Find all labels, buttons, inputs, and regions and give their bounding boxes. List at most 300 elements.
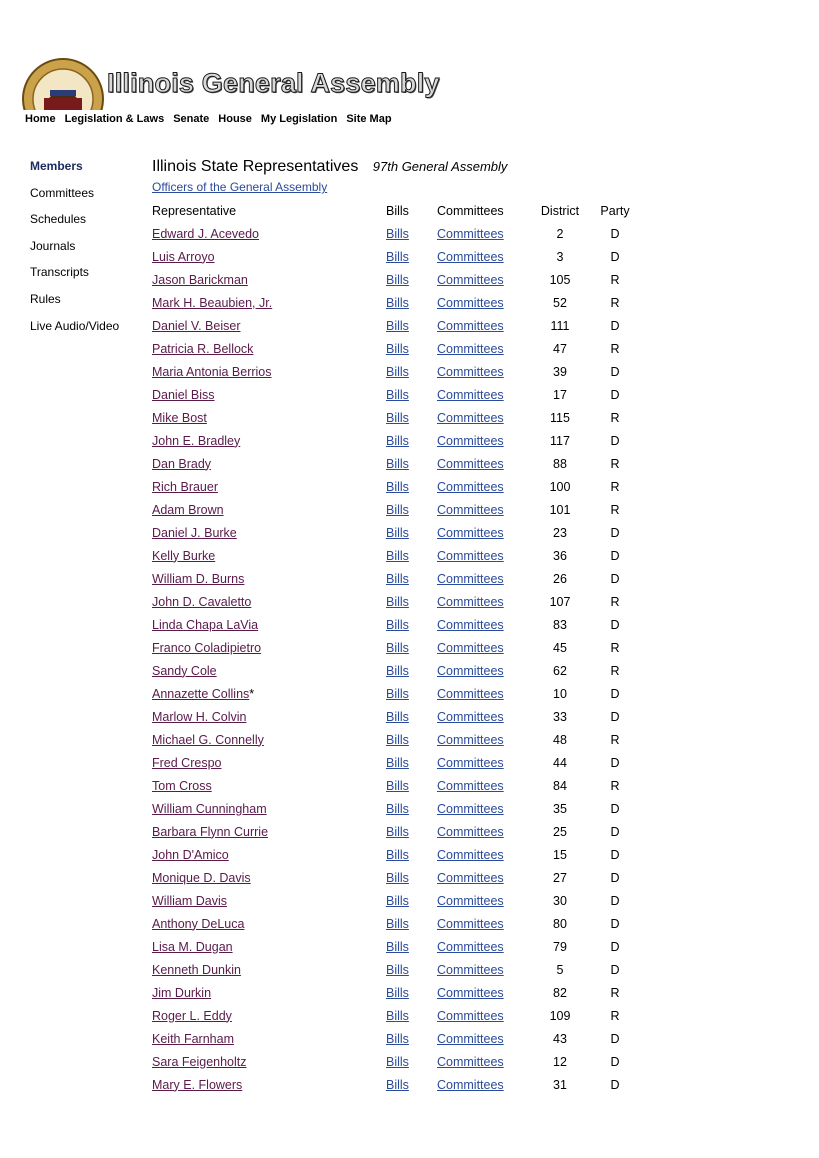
representative-link[interactable]: John D. Cavaletto — [152, 594, 252, 609]
bills-cell — [386, 1004, 437, 1027]
bills-cell — [386, 682, 437, 705]
nav-link-site-map[interactable]: Site Map — [346, 113, 392, 125]
committees-cell — [437, 636, 527, 659]
bills-link[interactable]: Bills — [386, 617, 409, 632]
bills-cell — [386, 1027, 437, 1050]
district-cell: 33 — [553, 709, 567, 724]
column-header-bills: Bills — [386, 204, 409, 218]
bills-cell — [386, 360, 437, 383]
representative-cell — [152, 866, 386, 889]
committees-link[interactable]: Committees — [437, 1077, 504, 1092]
representative-cell — [152, 521, 386, 544]
district-cell: 23 — [553, 525, 567, 540]
representative-link[interactable]: Tom Cross — [152, 778, 212, 793]
bills-link[interactable]: Bills — [386, 985, 409, 1000]
party-cell: D — [610, 433, 620, 448]
party-cell: D — [610, 824, 620, 839]
title-row — [152, 158, 652, 178]
committees-cell — [437, 360, 527, 383]
party-cell: R — [610, 272, 620, 287]
committees-link[interactable]: Committees — [437, 893, 504, 908]
district-cell: 107 — [549, 594, 571, 609]
representative-link[interactable]: Fred Crespo — [152, 755, 222, 770]
committees-link[interactable]: Committees — [437, 732, 504, 747]
bills-link[interactable]: Bills — [386, 525, 409, 540]
district-cell: 43 — [553, 1031, 567, 1046]
committees-link[interactable]: Committees — [437, 410, 504, 425]
committees-cell — [437, 889, 527, 912]
committees-link[interactable]: Committees — [437, 226, 504, 241]
representative-cell — [152, 958, 386, 981]
table-row — [152, 1050, 637, 1073]
bills-cell — [386, 268, 437, 291]
sidebar-item-members[interactable]: Members — [30, 159, 83, 173]
bills-link[interactable]: Bills — [386, 686, 409, 701]
bills-cell — [386, 705, 437, 728]
committees-link[interactable]: Committees — [437, 778, 504, 793]
committees-cell — [437, 567, 527, 590]
bills-link[interactable]: Bills — [386, 962, 409, 977]
bills-cell — [386, 406, 437, 429]
district-cell: 80 — [553, 916, 567, 931]
table-row — [152, 429, 637, 452]
table-row — [152, 222, 637, 245]
committees-link[interactable]: Committees — [437, 824, 504, 839]
committees-cell — [437, 797, 527, 820]
representative-link[interactable]: Annazette Collins — [152, 686, 250, 701]
sidebar-item-rules[interactable]: Rules — [30, 291, 61, 306]
committees-link[interactable]: Committees — [437, 985, 504, 1000]
representative-cell — [152, 544, 386, 567]
district-cell: 3 — [556, 249, 564, 264]
district-cell: 39 — [553, 364, 567, 379]
representative-cell — [152, 429, 386, 452]
committees-cell — [437, 705, 527, 728]
bills-cell — [386, 797, 437, 820]
committees-link[interactable]: Committees — [437, 847, 504, 862]
state-seal-icon[interactable] — [22, 58, 104, 110]
committees-cell — [437, 268, 527, 291]
district-cell: 48 — [553, 732, 567, 747]
sidebar-menu — [30, 157, 140, 343]
representative-link[interactable]: Daniel V. Beiser — [152, 318, 241, 333]
table-row — [152, 1004, 637, 1027]
committees-link[interactable]: Committees — [437, 571, 504, 586]
table-header-row — [152, 200, 637, 222]
bills-link[interactable]: Bills — [386, 1077, 409, 1092]
bills-link[interactable]: Bills — [386, 226, 409, 241]
sidebar-item-journals[interactable]: Journals — [30, 238, 76, 253]
district-cell: 100 — [549, 479, 571, 494]
representative-cell — [152, 406, 386, 429]
representative-link[interactable]: Sara Feigenholtz — [152, 1054, 247, 1069]
bills-link[interactable]: Bills — [386, 456, 409, 471]
representative-cell — [152, 728, 386, 751]
table-row — [152, 314, 637, 337]
representative-cell — [152, 245, 386, 268]
table-row — [152, 360, 637, 383]
bills-link[interactable]: Bills — [386, 847, 409, 862]
representative-cell — [152, 567, 386, 590]
representative-cell — [152, 360, 386, 383]
committees-link[interactable]: Committees — [437, 962, 504, 977]
representative-link[interactable]: Linda Chapa LaVia — [152, 617, 259, 632]
bills-cell — [386, 521, 437, 544]
district-cell: 117 — [550, 433, 570, 448]
district-cell: 35 — [553, 801, 567, 816]
representative-cell — [152, 659, 386, 682]
committees-link[interactable]: Committees — [437, 617, 504, 632]
column-header-party: Party — [600, 204, 630, 218]
representative-cell — [152, 935, 386, 958]
district-cell: 88 — [553, 456, 567, 471]
representative-link[interactable]: Jason Barickman — [152, 272, 248, 287]
committees-cell — [437, 659, 527, 682]
representative-link[interactable]: John E. Bradley — [152, 433, 241, 448]
representative-link[interactable]: Marlow H. Colvin — [152, 709, 247, 724]
table-row — [152, 682, 637, 705]
site-brand-title[interactable]: Illinois General Assembly — [107, 68, 440, 98]
representative-link[interactable]: Monique D. Davis — [152, 870, 251, 885]
bills-cell — [386, 337, 437, 360]
representative-link[interactable]: Jim Durkin — [152, 985, 212, 1000]
bills-cell — [386, 429, 437, 452]
sidebar-item-transcripts[interactable]: Transcripts — [30, 265, 89, 280]
committees-link[interactable]: Committees — [437, 502, 504, 517]
representative-link[interactable]: John D'Amico — [152, 847, 229, 862]
table-row — [152, 636, 637, 659]
table-row — [152, 912, 637, 935]
district-cell: 12 — [553, 1054, 567, 1069]
column-header-representative: Representative — [152, 204, 237, 218]
representative-link[interactable]: Roger L. Eddy — [152, 1008, 232, 1023]
party-cell: R — [610, 1008, 620, 1023]
bills-cell — [386, 659, 437, 682]
district-cell: 10 — [553, 686, 567, 701]
bills-link[interactable]: Bills — [386, 893, 409, 908]
district-cell: 52 — [553, 295, 567, 310]
bills-link[interactable]: Bills — [386, 341, 409, 356]
representative-cell — [152, 797, 386, 820]
bills-link[interactable]: Bills — [386, 663, 409, 678]
column-header-district: District — [540, 204, 580, 218]
bills-cell — [386, 590, 437, 613]
representative-link[interactable]: Kelly Burke — [152, 548, 216, 563]
representative-link[interactable]: Lisa M. Dugan — [152, 939, 233, 954]
representative-link[interactable]: Sandy Cole — [152, 663, 217, 678]
representative-cell — [152, 636, 386, 659]
representative-cell — [152, 843, 386, 866]
district-cell: 25 — [553, 824, 567, 839]
party-cell: D — [610, 318, 620, 333]
committees-link[interactable]: Committees — [437, 272, 504, 287]
committees-link[interactable]: Committees — [437, 640, 504, 655]
committees-link[interactable]: Committees — [437, 801, 504, 816]
representative-link[interactable]: Daniel Biss — [152, 387, 215, 402]
table-row — [152, 820, 637, 843]
bills-link[interactable]: Bills — [386, 295, 409, 310]
party-cell: R — [610, 456, 620, 471]
representative-link[interactable]: Kenneth Dunkin — [152, 962, 241, 977]
bills-link[interactable]: Bills — [386, 318, 409, 333]
committees-link[interactable]: Committees — [437, 318, 504, 333]
committees-cell — [437, 245, 527, 268]
representative-link[interactable]: William Cunningham — [152, 801, 267, 816]
table-row — [152, 521, 637, 544]
representative-cell — [152, 1004, 386, 1027]
bills-cell — [386, 1050, 437, 1073]
committees-cell — [437, 981, 527, 1004]
party-cell: D — [610, 1077, 620, 1092]
party-cell: D — [610, 1031, 620, 1046]
footnote-marker: * — [249, 686, 255, 701]
party-cell: D — [610, 548, 620, 563]
representative-link[interactable]: Rich Brauer — [152, 479, 218, 494]
committees-link[interactable]: Committees — [437, 1008, 504, 1023]
nav-link-legislation-laws[interactable]: Legislation & Laws — [64, 113, 165, 125]
bills-link[interactable]: Bills — [386, 640, 409, 655]
representative-link[interactable]: Dan Brady — [152, 456, 212, 471]
representative-link[interactable]: Barbara Flynn Currie — [152, 824, 269, 839]
bills-link[interactable]: Bills — [386, 433, 409, 448]
committees-link[interactable]: Committees — [437, 364, 504, 379]
bills-cell — [386, 222, 437, 245]
bills-cell — [386, 751, 437, 774]
representative-link[interactable]: Maria Antonia Berrios — [152, 364, 272, 379]
committees-link[interactable]: Committees — [437, 456, 504, 471]
representative-link[interactable]: Mary E. Flowers — [152, 1077, 243, 1092]
committees-link[interactable]: Committees — [437, 594, 504, 609]
representative-cell — [152, 981, 386, 1004]
party-cell: R — [610, 732, 620, 747]
bills-cell — [386, 452, 437, 475]
committees-link[interactable]: Committees — [437, 916, 504, 931]
district-cell: 111 — [550, 318, 570, 333]
table-row — [152, 613, 637, 636]
table-row — [152, 590, 637, 613]
district-cell: 83 — [553, 617, 567, 632]
site-header — [22, 58, 482, 110]
bills-cell — [386, 912, 437, 935]
representative-link[interactable]: Edward J. Acevedo — [152, 226, 260, 241]
committees-link[interactable]: Committees — [437, 939, 504, 954]
district-cell: 27 — [553, 870, 567, 885]
nav-link-house[interactable]: House — [218, 113, 252, 125]
nav-link-home[interactable]: Home — [25, 113, 56, 125]
bills-link[interactable]: Bills — [386, 272, 409, 287]
committees-link[interactable]: Committees — [437, 295, 504, 310]
bills-cell — [386, 613, 437, 636]
representative-cell — [152, 889, 386, 912]
bills-link[interactable]: Bills — [386, 548, 409, 563]
representatives-table — [152, 200, 637, 1096]
table-row — [152, 291, 637, 314]
party-cell: R — [610, 663, 620, 678]
district-cell: 26 — [553, 571, 567, 586]
party-cell: R — [610, 778, 620, 793]
bills-cell — [386, 843, 437, 866]
representative-link[interactable]: Adam Brown — [152, 502, 224, 517]
party-cell: D — [610, 755, 620, 770]
representative-cell — [152, 590, 386, 613]
table-row — [152, 797, 637, 820]
committees-cell — [437, 222, 527, 245]
representative-cell — [152, 1027, 386, 1050]
table-row — [152, 383, 637, 406]
district-cell: 115 — [550, 410, 570, 425]
table-row — [152, 544, 637, 567]
representative-cell — [152, 774, 386, 797]
representative-cell — [152, 820, 386, 843]
district-cell: 15 — [553, 847, 567, 862]
representative-cell — [152, 475, 386, 498]
committees-link[interactable]: Committees — [437, 249, 504, 264]
committees-cell — [437, 728, 527, 751]
party-cell: D — [610, 226, 620, 241]
committees-link[interactable]: Committees — [437, 870, 504, 885]
table-row — [152, 245, 637, 268]
district-cell: 36 — [553, 548, 567, 563]
committees-link[interactable]: Committees — [437, 548, 504, 563]
representative-link[interactable]: Luis Arroyo — [152, 249, 215, 264]
bills-link[interactable]: Bills — [386, 916, 409, 931]
bills-link[interactable]: Bills — [386, 502, 409, 517]
sidebar-item-schedules[interactable]: Schedules — [30, 212, 87, 227]
representative-cell — [152, 291, 386, 314]
bills-cell — [386, 935, 437, 958]
bills-cell — [386, 981, 437, 1004]
committees-link[interactable]: Committees — [437, 525, 504, 540]
bills-link[interactable]: Bills — [386, 778, 409, 793]
table-row — [152, 728, 637, 751]
district-cell: 47 — [553, 341, 567, 356]
representative-cell — [152, 383, 386, 406]
bills-link[interactable]: Bills — [386, 364, 409, 379]
bills-cell — [386, 498, 437, 521]
bills-link[interactable]: Bills — [386, 479, 409, 494]
representative-cell — [152, 613, 386, 636]
committees-link[interactable]: Committees — [437, 433, 504, 448]
party-cell: D — [610, 939, 620, 954]
bills-cell — [386, 291, 437, 314]
bills-link[interactable]: Bills — [386, 571, 409, 586]
table-row — [152, 751, 637, 774]
representative-link[interactable]: Patricia R. Bellock — [152, 341, 254, 356]
bills-cell — [386, 245, 437, 268]
nav-link-my-legislation[interactable]: My Legislation — [260, 113, 338, 125]
committees-link[interactable]: Committees — [437, 479, 504, 494]
bills-cell — [386, 728, 437, 751]
table-row — [152, 843, 637, 866]
nav-link-senate[interactable]: Senate — [173, 113, 210, 125]
district-cell: 5 — [556, 962, 564, 977]
committees-cell — [437, 958, 527, 981]
district-cell: 30 — [553, 893, 567, 908]
representative-link[interactable]: Daniel J. Burke — [152, 525, 237, 540]
committees-link[interactable]: Committees — [437, 1054, 504, 1069]
sidebar-item-committees[interactable]: Committees — [30, 185, 95, 200]
representative-link[interactable]: Franco Coladipietro — [152, 640, 262, 655]
assembly-label: 97th General Assembly — [372, 159, 508, 174]
bills-link[interactable]: Bills — [386, 824, 409, 839]
party-cell: R — [610, 594, 620, 609]
representative-link[interactable]: Anthony DeLuca — [152, 916, 245, 931]
representative-cell — [152, 222, 386, 245]
committees-link[interactable]: Committees — [437, 755, 504, 770]
table-row — [152, 705, 637, 728]
party-cell: D — [610, 962, 620, 977]
party-cell: D — [610, 916, 620, 931]
party-cell: D — [610, 571, 620, 586]
column-header-committees: Committees — [437, 204, 504, 218]
committees-cell — [437, 314, 527, 337]
bills-link[interactable]: Bills — [386, 1031, 409, 1046]
committees-link[interactable]: Committees — [437, 709, 504, 724]
bills-link[interactable]: Bills — [386, 709, 409, 724]
committees-cell — [437, 1073, 527, 1096]
bills-link[interactable]: Bills — [386, 939, 409, 954]
committees-cell — [437, 521, 527, 544]
committees-cell — [437, 774, 527, 797]
district-cell: 2 — [556, 226, 564, 241]
bills-link[interactable]: Bills — [386, 387, 409, 402]
committees-cell — [437, 590, 527, 613]
officers-link[interactable]: Officers of the General Assembly — [152, 180, 328, 194]
committees-cell — [437, 843, 527, 866]
committees-cell — [437, 1004, 527, 1027]
committees-link[interactable]: Committees — [437, 1031, 504, 1046]
top-navigation — [25, 113, 401, 125]
party-cell: D — [610, 364, 620, 379]
party-cell: D — [610, 525, 620, 540]
table-row — [152, 475, 637, 498]
representative-link[interactable]: Mike Bost — [152, 410, 207, 425]
committees-link[interactable]: Committees — [437, 663, 504, 678]
district-cell: 109 — [549, 1008, 571, 1023]
bills-cell — [386, 636, 437, 659]
representative-cell — [152, 912, 386, 935]
representative-link[interactable]: William Davis — [152, 893, 227, 908]
representative-link[interactable]: Michael G. Connelly — [152, 732, 264, 747]
committees-link[interactable]: Committees — [437, 341, 504, 356]
bills-link[interactable]: Bills — [386, 755, 409, 770]
committees-link[interactable]: Committees — [437, 387, 504, 402]
bills-cell — [386, 866, 437, 889]
party-cell: R — [610, 410, 620, 425]
bills-link[interactable]: Bills — [386, 410, 409, 425]
party-cell: D — [610, 1054, 620, 1069]
representative-link[interactable]: William D. Burns — [152, 571, 245, 586]
representative-link[interactable]: Mark H. Beaubien, Jr. — [152, 295, 273, 310]
party-cell: D — [610, 387, 620, 402]
party-cell: D — [610, 893, 620, 908]
bills-link[interactable]: Bills — [386, 594, 409, 609]
bills-link[interactable]: Bills — [386, 249, 409, 264]
bills-link[interactable]: Bills — [386, 801, 409, 816]
representative-cell — [152, 705, 386, 728]
district-cell: 82 — [553, 985, 567, 1000]
main-content — [152, 158, 652, 1096]
bills-link[interactable]: Bills — [386, 732, 409, 747]
bills-link[interactable]: Bills — [386, 870, 409, 885]
sidebar-item-live-audio-video[interactable]: Live Audio/Video — [30, 318, 120, 333]
bills-link[interactable]: Bills — [386, 1008, 409, 1023]
committees-link[interactable]: Committees — [437, 686, 504, 701]
representative-link[interactable]: Keith Farnham — [152, 1031, 234, 1046]
bills-link[interactable]: Bills — [386, 1054, 409, 1069]
district-cell: 105 — [549, 272, 571, 287]
table-body — [152, 222, 637, 1096]
